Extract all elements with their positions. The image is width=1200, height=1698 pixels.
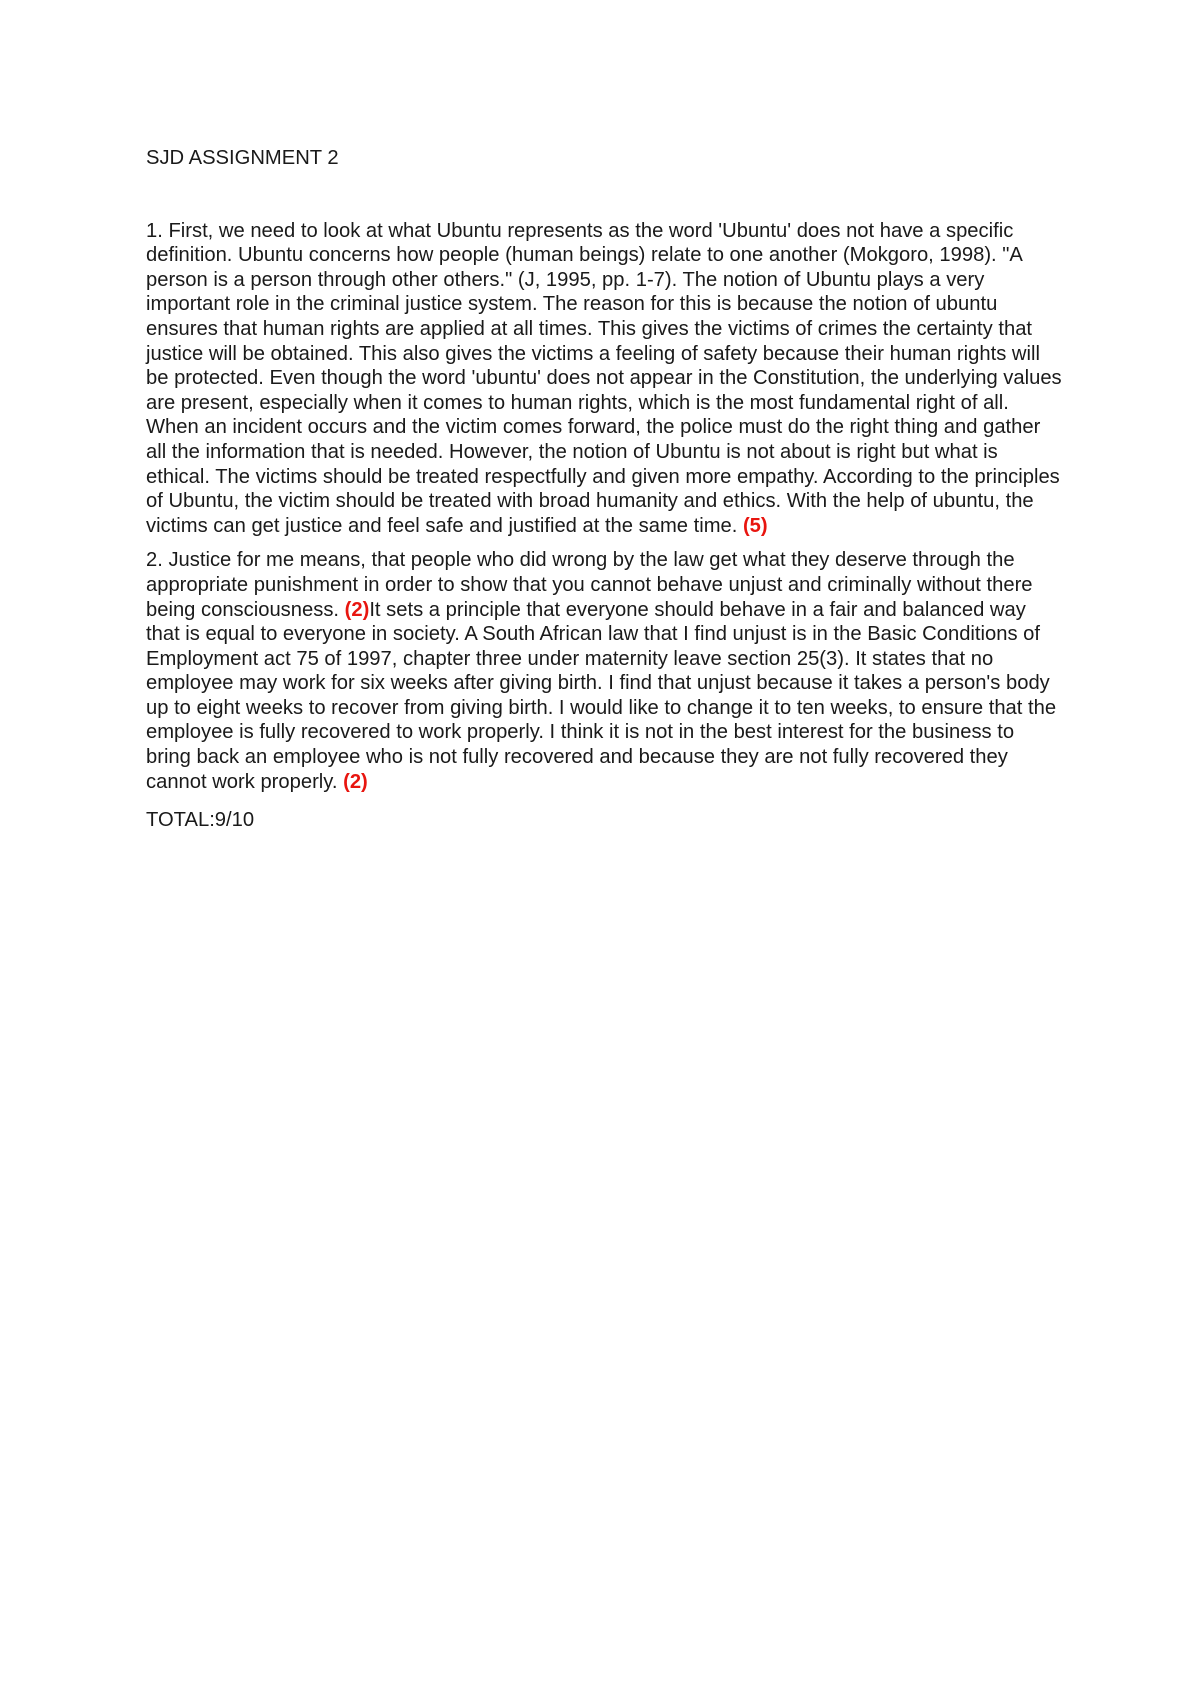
answer-1	[146, 219, 1064, 539]
answer-2	[146, 548, 1064, 794]
document-title: SJD ASSIGNMENT 2	[146, 147, 339, 169]
answer-2-text-part-2: It sets a principle that everyone should behave in a fair and balanced way that is equal to everyone in society. A South African law that I find unjust is in the Basic Conditions of Employment act 75 of 1997, chapter three under maternity leave section 25(3). It states that no employee may work for six weeks after giving birth. I find that unjust because it takes a person's body up to eight weeks to recover from giving birth. I would like to change it to ten weeks, to ensure that the employee is fully recovered to work properly. I think it is not in the best interest for the business to bring back an employee who is not fully recovered and because they are not fully recovered they cannot work properly.	[146, 598, 1057, 793]
answer-2-mark-1: (2)	[344, 598, 370, 621]
document-body	[146, 146, 1064, 833]
answer-1-mark: (5)	[742, 514, 768, 537]
answer-2-mark-2: (2)	[343, 770, 368, 793]
total-score: TOTAL:9/10	[146, 809, 255, 832]
answer-2-text-part-1: 2. Justice for me means, that people who did wrong by the law get what they deserve through the appropriate punishment in order to show that you cannot behave unjust and criminally without there being consciousness.	[146, 549, 1033, 621]
answer-1-text: 1. First, we need to look at what Ubuntu represents as the word 'Ubuntu' does not have a specific definition. Ubuntu concerns how people (human beings) relate to one another (Mokgoro, 1998). "A person is a person through other others." (J, 1995, pp. 1-7). The notion of Ubuntu plays a very important role in the criminal justice system. The reason for this is because the notion of ubuntu ensures that human rights are applied at all times. This gives the victims of crimes the certainty that justice will be obtained. This also gives the victims a feeling of safety because their human rights will be protected. Even though the word 'ubuntu' does not appear in the Constitution, the underlying values are present, especially when it comes to human rights, which is the most fundamental right of all. When an incident occurs and the victim comes forward, the police must do the right thing and gather all the information that is needed. However, the notion of Ubuntu is not about is right but what is ethical. The victims should be treated respectfully and given more empathy. According to the principles of Ubuntu, the victim should be treated with broad humanity and ethics. With the help of ubuntu, the victims can get justice and feel safe and justified at the same time.	[146, 219, 1062, 537]
